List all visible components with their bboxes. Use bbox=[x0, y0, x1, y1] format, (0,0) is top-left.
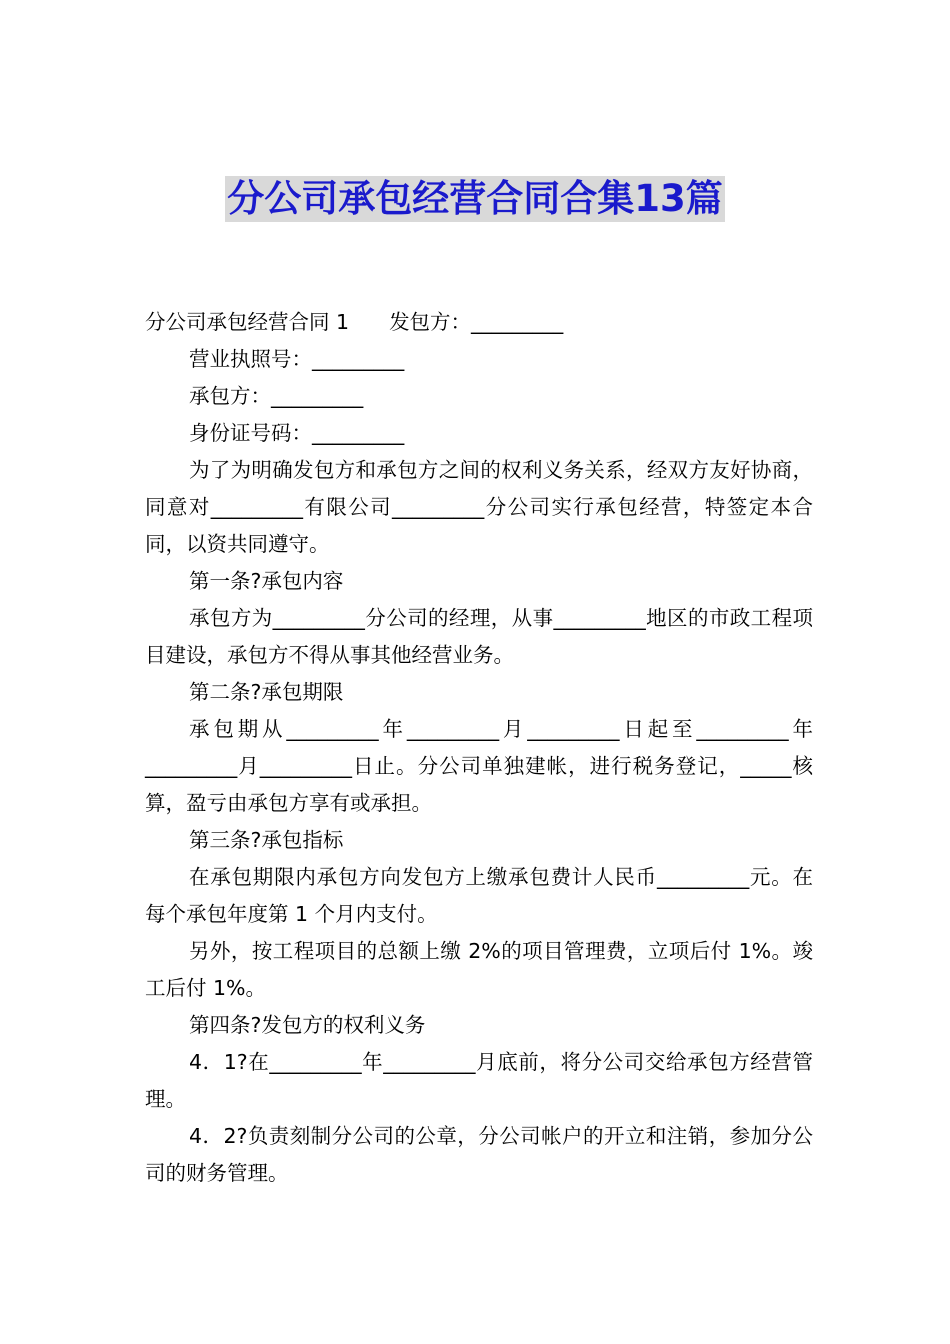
paragraph-clause-4-2: 4．2?负责刻制分公司的公章，分公司帐户的开立和注销，参加分公司的财务管理。 bbox=[145, 1124, 813, 1185]
paragraph-contract-header bbox=[145, 304, 813, 341]
paragraph-business-license: 营业执照号：_________ bbox=[189, 347, 405, 371]
heading-article-2: 第二条?承包期限 bbox=[189, 680, 344, 704]
heading-article-1: 第一条?承包内容 bbox=[189, 569, 344, 593]
paragraph-article-1: 承包方为_________分公司的经理，从事_________地区的市政工程项目建设，承包方不得从事其他经营业务。 bbox=[145, 606, 813, 667]
document-body bbox=[145, 304, 813, 1192]
document-title: 分公司承包经营合同合集13篇 bbox=[227, 177, 723, 220]
paragraph-id-number: 身份证号码：_________ bbox=[189, 421, 405, 445]
contract-number: 分公司承包经营合同 1 bbox=[145, 310, 350, 334]
heading-article-3: 第三条?承包指标 bbox=[189, 828, 344, 852]
paragraph-contractor: 承包方：_________ bbox=[189, 384, 364, 408]
title-block bbox=[0, 176, 950, 222]
paragraph-preamble: 为了为明确发包方和承包方之间的权利义务关系，经双方友好协商，同意对_________有限公司_________分公司实行承包经营，特签定本合同，以资共同遵守。 bbox=[145, 458, 813, 556]
paragraph-clause-4-1: 4．1?在_________年_________月底前，将分公司交给承包方经营管理。 bbox=[145, 1050, 813, 1111]
heading-article-4: 第四条?发包方的权利义务 bbox=[189, 1013, 426, 1037]
paragraph-article-3: 在承包期限内承包方向发包方上缴承包费计人民币_________元。在每个承包年度第 1 个月内支付。 bbox=[145, 865, 813, 926]
paragraph-article-3-extra: 另外，按工程项目的总额上缴 2%的项目管理费，立项后付 1%。竣工后付 1%。 bbox=[145, 939, 813, 1000]
paragraph-article-2: 承包期从_________年_________月_________日起至_________年_________月_________日止。分公司单独建帐，进行税务登记，_____核算，盈亏由承包方享有或承担。 bbox=[145, 717, 813, 815]
employer-field: 发包方：_________ bbox=[389, 310, 564, 334]
